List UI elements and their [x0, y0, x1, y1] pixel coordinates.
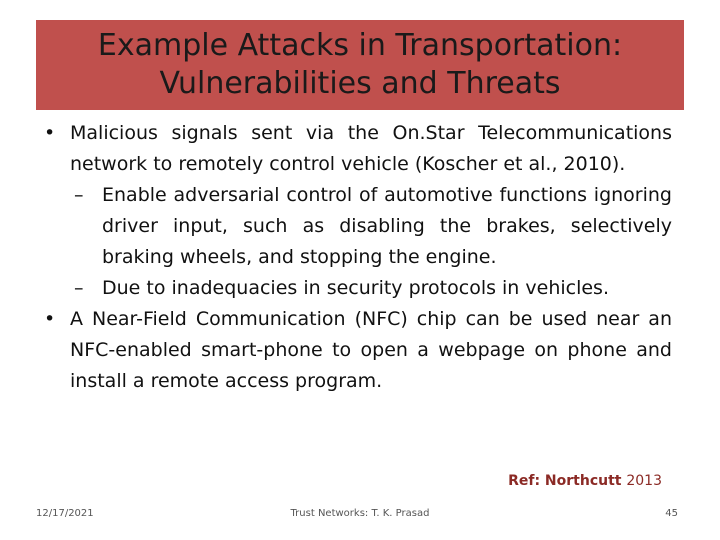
sub-bullet-text: Enable adversarial control of automotive functions ignoring driver input, such as disabling the brakes, selectively braking wheels, and stopping the engine. — [102, 184, 672, 268]
bullet-item — [40, 304, 672, 397]
sub-bullet-item — [40, 273, 672, 304]
reference-citation — [508, 473, 662, 489]
bullet-marker: • — [44, 122, 56, 144]
bullet-item — [40, 118, 672, 180]
bullet-text: Malicious signals sent via the On.Star Telecommunications network to remotely control vehicle (Koscher et al., 2010). — [70, 122, 672, 175]
reference-year: 2013 — [626, 473, 662, 489]
reference-label: Ref: Northcutt — [508, 473, 622, 489]
bullet-marker: • — [44, 308, 56, 330]
slide-content — [40, 118, 672, 397]
sub-bullet-marker: – — [74, 277, 84, 299]
title-banner — [36, 20, 684, 110]
sub-bullet-item — [40, 180, 672, 273]
footer-date: 12/17/2021 — [36, 508, 94, 519]
slide-title-line-2: Vulnerabilities and Threats — [159, 66, 561, 101]
sub-bullet-text: Due to inadequacies in security protocols in vehicles. — [102, 277, 609, 299]
slide-title-line-1: Example Attacks in Transportation: — [97, 28, 623, 63]
page-number: 45 — [665, 508, 678, 519]
sub-bullet-marker: – — [74, 184, 84, 206]
footer-title: Trust Networks: T. K. Prasad — [290, 508, 430, 519]
bullet-text: A Near-Field Communication (NFC) chip can be used near an NFC-enabled smart-phone to open a webpage on phone and install a remote access program. — [70, 308, 672, 392]
